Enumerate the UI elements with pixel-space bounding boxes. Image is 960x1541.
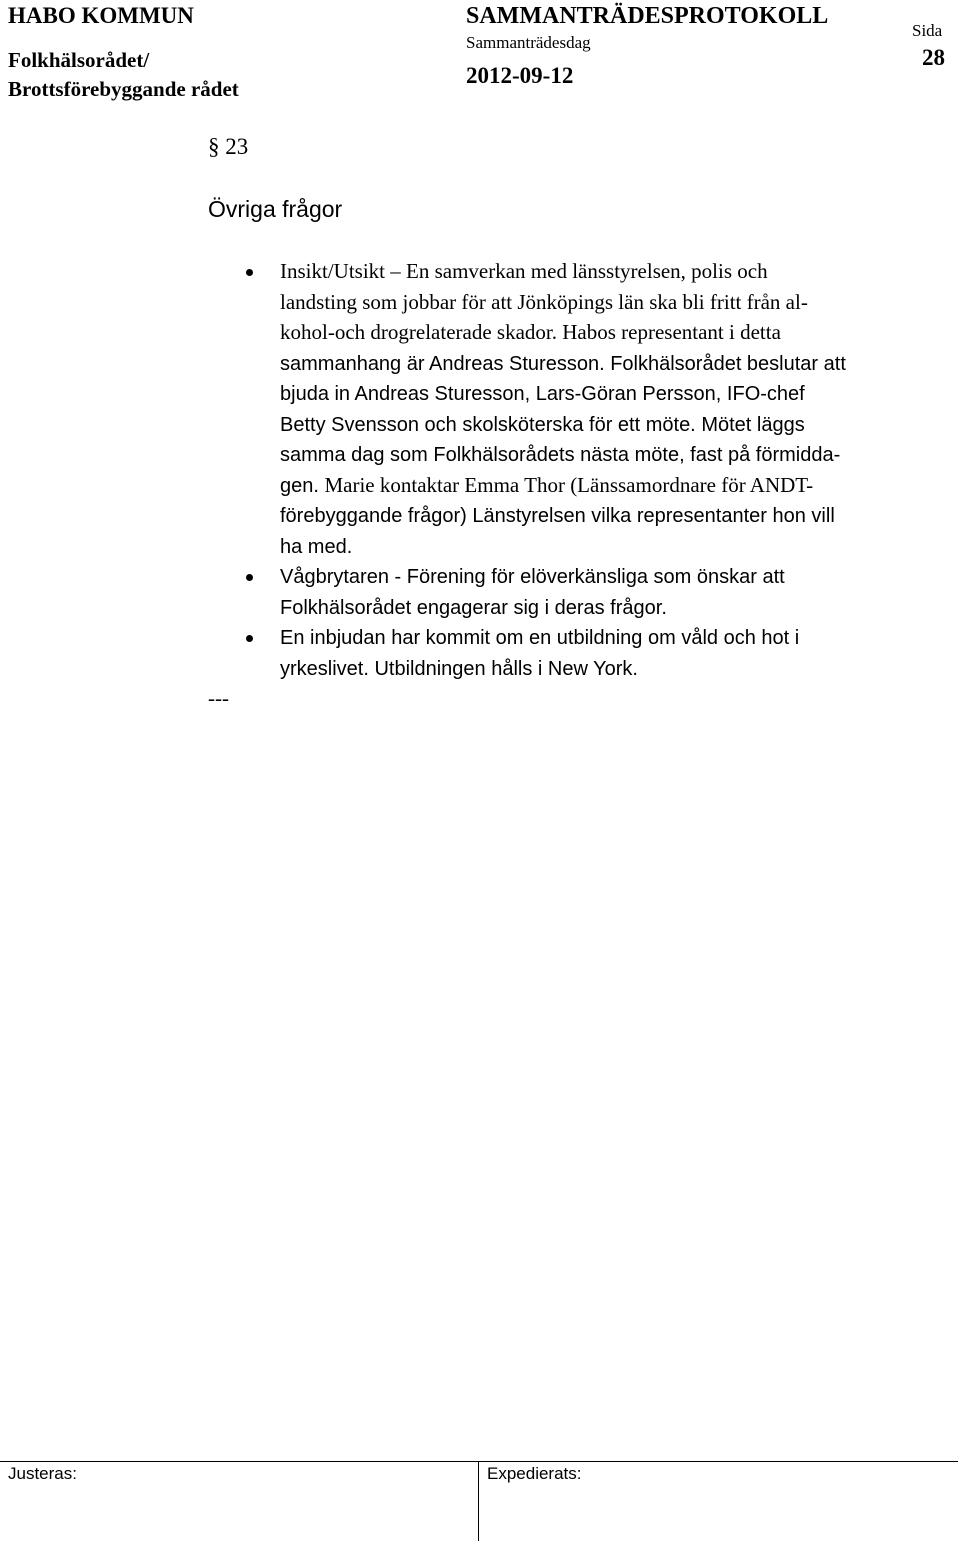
section-title: Övriga frågor [208, 196, 343, 222]
bullet-icon [246, 574, 253, 581]
text-run: samma dag som Folkhälsorådets nästa möte, fast på förmidda- [280, 444, 841, 466]
document-type: SAMMANTRÄDESPROTOKOLL [466, 3, 829, 29]
text-run: Mötet läggs [701, 413, 805, 436]
list-item-line [280, 287, 956, 318]
text-run: ha med. [280, 535, 353, 558]
text-run: Betty Svensson och skolsköterska för ett möte. [280, 413, 702, 436]
list-item-line [280, 348, 956, 379]
org-name: HABO KOMMUN [8, 3, 194, 28]
end-marker: --- [208, 686, 229, 710]
page-label: Sida [912, 21, 943, 40]
text-run: En inbjudan har kommit om en utbildning om våld och hot i [280, 627, 800, 649]
text-run: Marie kontaktar Emma Thor (Länssamordnare för ANDT- [324, 472, 814, 497]
footer-divider [0, 1461, 958, 1462]
text-run: kohol-och drogrelaterade skador. Habos representant i detta [280, 320, 781, 344]
text-run: Vågbrytaren - Förening för elöverkänsliga som önskar att [280, 566, 785, 588]
list-item-line [280, 622, 956, 653]
text-run: Folkhälsorådet engagerar sig i deras frågor. [280, 596, 667, 619]
list-item [246, 256, 956, 561]
text-run: förebyggande frågor) Länstyrelsen vilka representanter hon vill [280, 505, 835, 527]
text-run: sammanhang är Andreas Sturesson. [280, 352, 611, 375]
expedierats-label: Expedierats: [487, 1464, 582, 1483]
footer-column-divider [478, 1461, 479, 1541]
list-item-line [280, 531, 956, 562]
text-run: Insikt/Utsikt – En samverkan med länsstyrelsen, polis och [280, 259, 768, 283]
list-item-line [280, 317, 956, 348]
text-run: Folkhälsorådet beslutar att [610, 352, 846, 375]
bullet-icon [246, 269, 253, 276]
bullet-icon [246, 635, 253, 642]
list-item-line [280, 500, 956, 531]
meeting-date: 2012-09-12 [466, 63, 574, 88]
committee-name-line2: Brottsförebyggande rådet [8, 77, 239, 101]
page-number: 28 [922, 45, 945, 70]
list-item [246, 561, 956, 622]
paragraph-number: § 23 [208, 134, 249, 159]
list-item-line [280, 439, 956, 470]
text-run: landsting som jobbar för att Jönköpings län ska bli fritt från al- [280, 289, 808, 314]
text-run: gen. [280, 474, 325, 497]
list-item-line [280, 256, 956, 287]
list-item-line [280, 409, 956, 440]
text-run: yrkeslivet. Utbildningen hålls i New York. [280, 657, 638, 680]
list-item-line [280, 653, 956, 684]
bullet-list [246, 256, 956, 683]
list-item [246, 622, 956, 683]
list-item-line [280, 561, 956, 592]
list-item-line [280, 592, 956, 623]
committee-name-line1: Folkhälsorådet/ [8, 48, 150, 72]
justeras-label: Justeras: [8, 1464, 77, 1483]
list-item-line [280, 470, 956, 501]
meeting-date-label: Sammanträdesdag [466, 33, 591, 52]
text-run: bjuda in Andreas Sturesson, Lars-Göran Persson, IFO-chef [280, 383, 805, 405]
list-item-line [280, 378, 956, 409]
